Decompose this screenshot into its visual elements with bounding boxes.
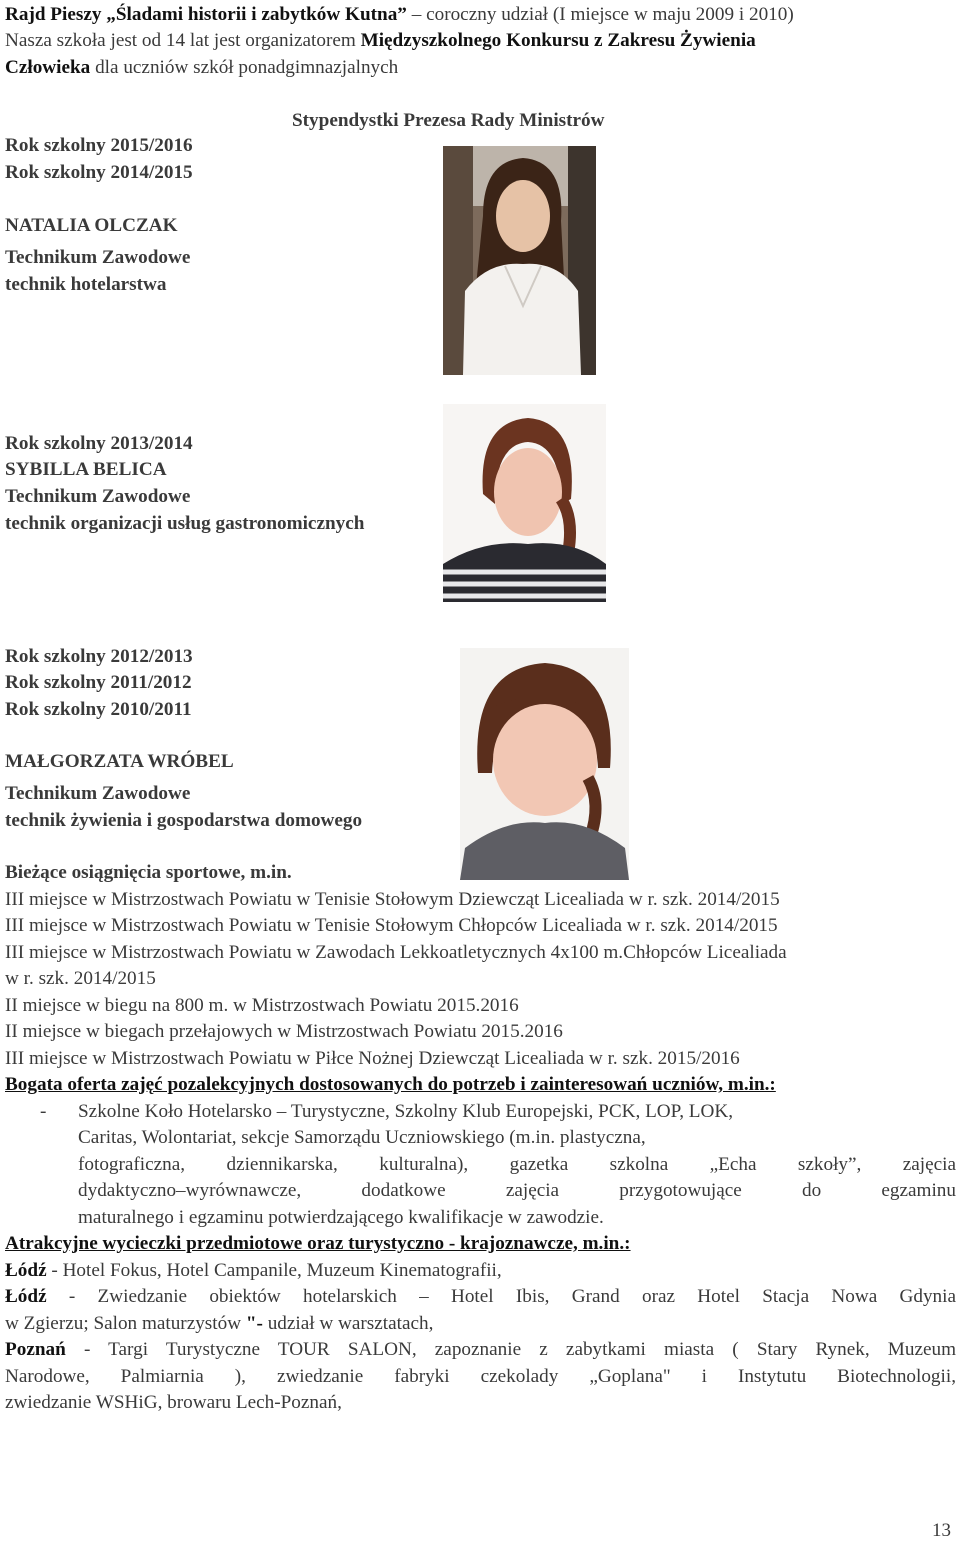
trip-text: - Zwiedzanie obiektów hotelarskich – Hotel Ibis, Grand oraz Hotel Stacja Nowa Gdynia	[46, 1286, 956, 1307]
sports-item: III miejsce w Mistrzostwach Powiatu w Tenisie Stołowym Dziewcząt Licealiada w r. szk. 2014/2015	[5, 889, 780, 910]
intro-line-3	[5, 55, 398, 82]
extracurricular-line: Szkolne Koło Hotelarsko – Turystyczne, Szkolny Klub Europejski, PCK, LOP, LOK,	[78, 1101, 734, 1122]
student-1-year-1: Rok szkolny 2015/2016	[5, 135, 193, 156]
student-1-name: NATALIA OLCZAK	[5, 215, 178, 236]
trip-poznan-cont: zwiedzanie WSHiG, browaru Lech-Poznań,	[5, 1392, 342, 1413]
student-2-profession: technik organizacji usług gastronomicznych	[5, 513, 365, 534]
sports-item: II miejsce w biegach przełajowych w Mistrzostwach Powiatu 2015.2016	[5, 1021, 563, 1042]
trip-quote: "-	[245, 1313, 263, 1334]
trip-city: Łódź	[5, 1260, 47, 1281]
trip-lodz-2	[5, 1284, 956, 1311]
student-1-year-2: Rok szkolny 2014/2015	[5, 162, 193, 183]
extracurricular-line: Caritas, Wolontariat, sekcje Samorządu Uczniowskiego (m.in. plastyczna,	[78, 1127, 646, 1148]
rally-text: – coroczny udział (I miejsce w maju 2009 i 2010)	[406, 4, 794, 25]
trips-heading: Atrakcyjne wycieczki przedmiotowe oraz turystyczno - krajoznawcze, m.in.:	[5, 1233, 631, 1254]
portrait-sybilla-belica	[443, 404, 606, 602]
portrait-malgorzata-wrobel	[460, 648, 629, 880]
student-3-name: MAŁGORZATA WRÓBEL	[5, 751, 234, 772]
trip-city: Łódź	[5, 1286, 47, 1307]
trip-poznan	[5, 1337, 956, 1364]
trip-text: udział w warsztatach,	[262, 1313, 434, 1334]
student-2-year: Rok szkolny 2013/2014	[5, 433, 193, 454]
page-number: 13	[932, 1520, 951, 1541]
student-1-school: Technikum Zawodowe	[5, 247, 191, 268]
student-3-year-1: Rok szkolny 2012/2013	[5, 646, 193, 667]
intro-line-1	[5, 2, 794, 29]
contest-audience: dla uczniów szkół ponadgimnazjalnych	[90, 57, 399, 78]
sports-item: III miejsce w Mistrzostwach Powiatu w Zawodach Lekkoatletycznych 4x100 m.Chłopców Licealiada	[5, 942, 787, 963]
student-2-name: SYBILLA BELICA	[5, 459, 167, 480]
rally-title: Rajd Pieszy „Śladami historii i zabytków Kutna”	[5, 4, 407, 25]
trip-text: w Zgierzu; Salon maturzystów	[5, 1313, 246, 1334]
trip-text: - Hotel Fokus, Hotel Campanile, Muzeum Kinematografii,	[46, 1260, 502, 1281]
bullet-dash: -	[40, 1101, 47, 1122]
student-3-profession: technik żywienia i gospodarstwa domowego	[5, 810, 363, 831]
student-3-school: Technikum Zawodowe	[5, 783, 191, 804]
sports-item: III miejsce w Mistrzostwach Powiatu w Tenisie Stołowym Chłopców Licealiada w r. szk. 2014/2015	[5, 915, 778, 936]
contest-text: Nasza szkoła jest od 14 lat jest organizatorem	[5, 30, 361, 51]
trip-city: Poznań	[5, 1339, 66, 1360]
trip-lodz-1	[5, 1258, 502, 1285]
trip-lodz-2-cont	[5, 1311, 433, 1338]
student-3-year-3: Rok szkolny 2010/2011	[5, 699, 192, 720]
sports-heading: Bieżące osiągnięcia sportowe, m.in.	[5, 862, 292, 883]
extracurricular-heading: Bogata oferta zajęć pozalekcyjnych dostosowanych do potrzeb i zainteresowań uczniów, m.in.:	[5, 1074, 776, 1095]
contest-title: Międzyszkolnego Konkursu z Zakresu Żywienia	[360, 30, 756, 51]
extracurricular-line: maturalnego i egzaminu potwierdzającego kwalifikacje w zawodzie.	[78, 1207, 604, 1228]
student-3-year-2: Rok szkolny 2011/2012	[5, 672, 192, 693]
sports-item: II miejsce w biegu na 800 m. w Mistrzostwach Powiatu 2015.2016	[5, 995, 519, 1016]
student-1-profession: technik hotelarstwa	[5, 274, 167, 295]
extracurricular-line: dydaktyczno–wyrównawcze, dodatkowe zajęcia przygotowujące do egzaminu	[78, 1180, 956, 1201]
portrait-natalia-olczak	[443, 146, 596, 375]
intro-line-2	[5, 28, 756, 55]
extracurricular-line: fotograficzna, dziennikarska, kulturalna), gazetka szkolna „Echa szkoły”, zajęcia	[78, 1154, 956, 1175]
trip-text: - Targi Turystyczne TOUR SALON, zapoznanie z zabytkami miasta ( Stary Rynek, Muzeum	[65, 1339, 956, 1360]
sports-item: III miejsce w Mistrzostwach Powiatu w Piłce Nożnej Dziewcząt Licealiada w r. szk. 2015/2016	[5, 1048, 740, 1069]
sports-item-cont: w r. szk. 2014/2015	[5, 968, 156, 989]
student-2-school: Technikum Zawodowe	[5, 486, 191, 507]
trip-poznan-cont: Narodowe, Palmiarnia ), zwiedzanie fabryki czekolady „Goplana" i Instytutu Biotechnologii,	[5, 1366, 956, 1387]
scholarship-heading: Stypendystki Prezesa Rady Ministrów	[292, 110, 605, 131]
contest-title-cont: Człowieka	[5, 57, 91, 78]
